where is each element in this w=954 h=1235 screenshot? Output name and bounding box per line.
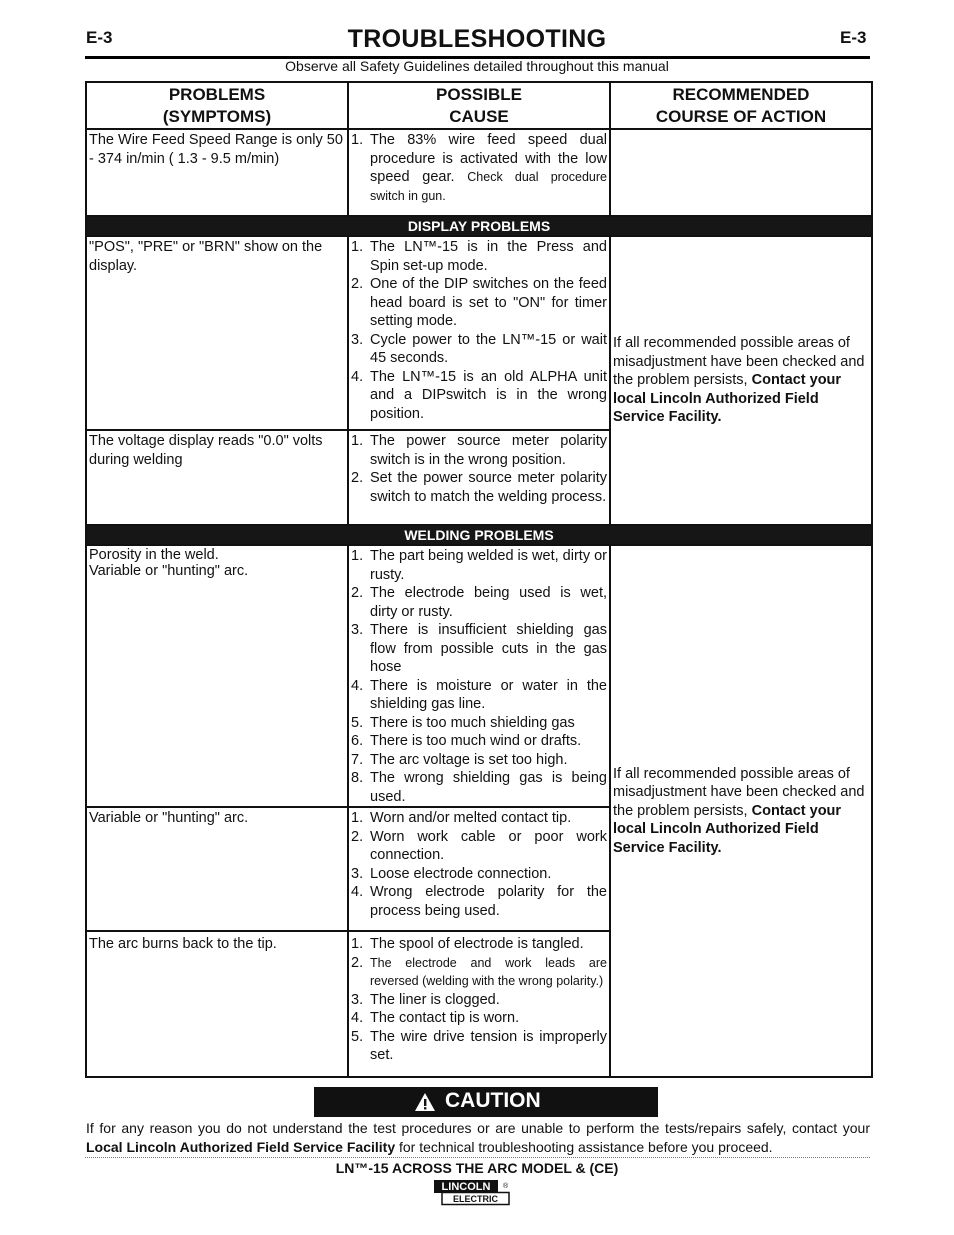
safety-subtitle: Observe all Safety Guidelines detailed throughout this manual (285, 58, 669, 74)
header-problems-line2: (SYMPTOMS) (162, 107, 272, 126)
page-title: TROUBLESHOOTING (347, 25, 607, 53)
cause-number: 3. (351, 622, 364, 638)
cause-text: Loose electrode connection. (370, 865, 552, 882)
logo-lincoln-text: LINCOLN (441, 1181, 491, 1193)
cause-text: Worn work cable or poor work connection. (370, 828, 607, 863)
symptom-cell: Variable or "hunting" arc. (86, 807, 348, 931)
cause-item (351, 238, 607, 275)
footer-model: LN™-15 ACROSS THE ARC MODEL & (CE) (335, 1160, 619, 1176)
table-row (86, 236, 872, 430)
header-action (610, 82, 872, 129)
cause-main-text: The 83% wire feed speed dual procedure is activated with the low speed gear. (370, 132, 607, 185)
cause-text: Set the power source meter polarity switch to match the welding process. (370, 470, 607, 505)
cause-item (351, 368, 607, 424)
table-header-row (86, 82, 872, 129)
logo-registered-mark: ® (503, 1183, 509, 1190)
cause-text: The power source meter polarity switch is in the wrong position. (370, 433, 607, 468)
cause-text: The LN™-15 is in the Press and Spin set-up mode. (370, 239, 607, 274)
header-cause (348, 82, 610, 129)
cause-text: One of the DIP switches on the feed head board is set to "ON" for timer setting mode. (370, 276, 607, 329)
cause-cell (348, 129, 610, 216)
troubleshooting-table (85, 81, 873, 1078)
cause-item (351, 769, 607, 806)
cause-list (351, 547, 607, 806)
cause-number: 1. (351, 936, 364, 952)
symptom-line: Porosity in the weld. (89, 547, 219, 563)
cause-item (351, 584, 607, 621)
section-row-welding (86, 525, 872, 545)
cause-cell (348, 430, 610, 525)
cause-number: 1. (351, 239, 364, 255)
cause-text: The liner is clogged. (370, 991, 500, 1008)
header-cause-line1: POSSIBLE (436, 85, 522, 104)
cause-text: The LN™-15 is an old ALPHA unit and a DIPswitch is in the wrong position. (370, 368, 607, 422)
cause-text: Wrong electrode polarity for the process being used. (370, 884, 607, 919)
cause-number: 3. (351, 991, 364, 1008)
cause-number: 8. (351, 770, 364, 786)
section-title: DISPLAY PROBLEMS (86, 216, 872, 236)
header-action-line2: COURSE OF ACTION (655, 107, 827, 126)
cause-item (351, 865, 607, 884)
cause-text: There is too much shielding gas (370, 714, 575, 731)
page-code-left: E-3 (86, 28, 113, 47)
cause-number: 3. (351, 331, 364, 348)
cause-number: 5. (351, 1028, 364, 1045)
header-action-line1: RECOMMENDED (672, 85, 810, 104)
cause-text: There is too much wind or drafts. (370, 733, 582, 749)
cause-item (351, 331, 607, 368)
symptom-cell (86, 545, 348, 807)
cause-text: There is insufficient shielding gas flow from possible cuts in the gas hose (370, 622, 607, 675)
action-contact-text: Contact your local Lincoln Authorized Field Service Facility. (613, 802, 842, 856)
cause-number: 1. (351, 810, 364, 826)
cause-text: The electrode being used is wet, dirty or rusty. (370, 585, 607, 620)
cause-list (351, 935, 607, 1065)
cause-item (351, 1028, 607, 1065)
table-row (86, 129, 872, 216)
notice-text-end: for technical troubleshooting assistance before you proceed. (399, 1139, 773, 1155)
notice-facility: Local Lincoln Authorized Field Service Facility (86, 1139, 396, 1155)
cause-text: The contact tip is worn. (370, 1010, 520, 1026)
action-cell (610, 545, 872, 1077)
cause-item (351, 469, 607, 506)
caution-notice (86, 1119, 870, 1157)
cause-item (351, 1009, 607, 1028)
cause-list (351, 809, 607, 920)
cause-item (351, 828, 607, 865)
cause-item (351, 883, 607, 920)
page-code-right: E-3 (840, 28, 867, 47)
cause-number: 2. (351, 470, 364, 486)
cause-list (351, 131, 607, 205)
cause-small-text: Check dual procedure switch in gun. (370, 170, 607, 203)
header-problems-line1: PROBLEMS (168, 85, 266, 104)
cause-text (370, 131, 607, 205)
cause-number: 7. (351, 751, 364, 768)
lincoln-electric-logo (433, 1179, 510, 1206)
footer-rule (85, 1157, 870, 1158)
cause-item (351, 547, 607, 584)
cause-item (351, 732, 607, 751)
cause-number: 2. (351, 954, 364, 971)
section-title: WELDING PROBLEMS (86, 525, 872, 545)
action-contact-text: Contact your local Lincoln Authorized Field Service Facility. (613, 372, 842, 426)
symptom-cell: The arc burns back to the tip. (86, 931, 348, 1077)
cause-number: 1. (351, 132, 364, 148)
cause-text: Worn and/or melted contact tip. (370, 810, 572, 826)
cause-number: 1. (351, 548, 364, 564)
action-text: If all recommended possible areas of misadjustment have been checked and the problem persists, (613, 335, 865, 389)
symptom-line: Variable or "hunting" arc. (89, 563, 249, 579)
cause-number: 4. (351, 884, 364, 900)
cause-text: The part being welded is wet, dirty or rusty. (370, 548, 607, 583)
cause-item (351, 131, 607, 205)
cause-number: 5. (351, 714, 364, 731)
caution-banner (314, 1087, 658, 1117)
header-cause-line2: CAUSE (449, 107, 509, 126)
logo-electric-text: ELECTRIC (453, 1194, 498, 1204)
symptom-cell: The Wire Feed Speed Range is only 50 - 374 in/min ( 1.3 - 9.5 m/min) (86, 129, 348, 216)
cause-cell (348, 807, 610, 931)
cause-item (351, 714, 607, 733)
cause-item (351, 809, 607, 828)
cause-number: 1. (351, 433, 364, 449)
table-row (86, 545, 872, 807)
cause-number: 6. (351, 733, 364, 749)
caution-label: CAUTION (445, 1089, 541, 1112)
action-cell-empty (610, 129, 872, 216)
cause-list (351, 432, 607, 506)
cause-text: The wire drive tension is improperly set. (370, 1028, 607, 1063)
header-problems (86, 82, 348, 129)
symptom-cell: The voltage display reads "0.0" volts during welding (86, 430, 348, 525)
cause-text: Cycle power to the LN™-15 or wait 45 seconds. (370, 331, 607, 366)
cause-item (351, 275, 607, 331)
cause-number: 2. (351, 276, 364, 292)
cause-item (351, 677, 607, 714)
cause-list (351, 238, 607, 423)
action-text: If all recommended possible areas of misadjustment have been checked and the problem persists, (613, 765, 865, 819)
cause-text: The arc voltage is set too high. (370, 751, 568, 768)
warning-triangle-icon (414, 1092, 436, 1112)
cause-number: 4. (351, 1010, 364, 1026)
cause-text: The electrode and work leads are reversed (welding with the wrong polarity.) (370, 955, 607, 988)
cause-number: 2. (351, 585, 364, 601)
cause-text: The wrong shielding gas is being used. (370, 770, 607, 805)
section-row-display (86, 216, 872, 236)
action-cell (610, 236, 872, 525)
cause-item (351, 991, 607, 1010)
cause-item (351, 621, 607, 677)
cause-cell (348, 931, 610, 1077)
cause-text: The spool of electrode is tangled. (370, 936, 584, 952)
notice-text: If for any reason you do not understand the test procedures or are unable to perform the tests/repairs safely, contact your (86, 1120, 870, 1136)
cause-number: 3. (351, 865, 364, 882)
cause-item (351, 954, 607, 991)
cause-number: 4. (351, 368, 364, 385)
cause-item (351, 751, 607, 770)
cause-number: 4. (351, 677, 364, 694)
cause-item (351, 432, 607, 469)
cause-number: 2. (351, 828, 364, 845)
cause-cell (348, 545, 610, 807)
cause-item (351, 935, 607, 954)
cause-text: There is moisture or water in the shielding gas line. (370, 677, 607, 712)
symptom-cell: "POS", "PRE" or "BRN" show on the display. (86, 236, 348, 430)
cause-cell (348, 236, 610, 430)
